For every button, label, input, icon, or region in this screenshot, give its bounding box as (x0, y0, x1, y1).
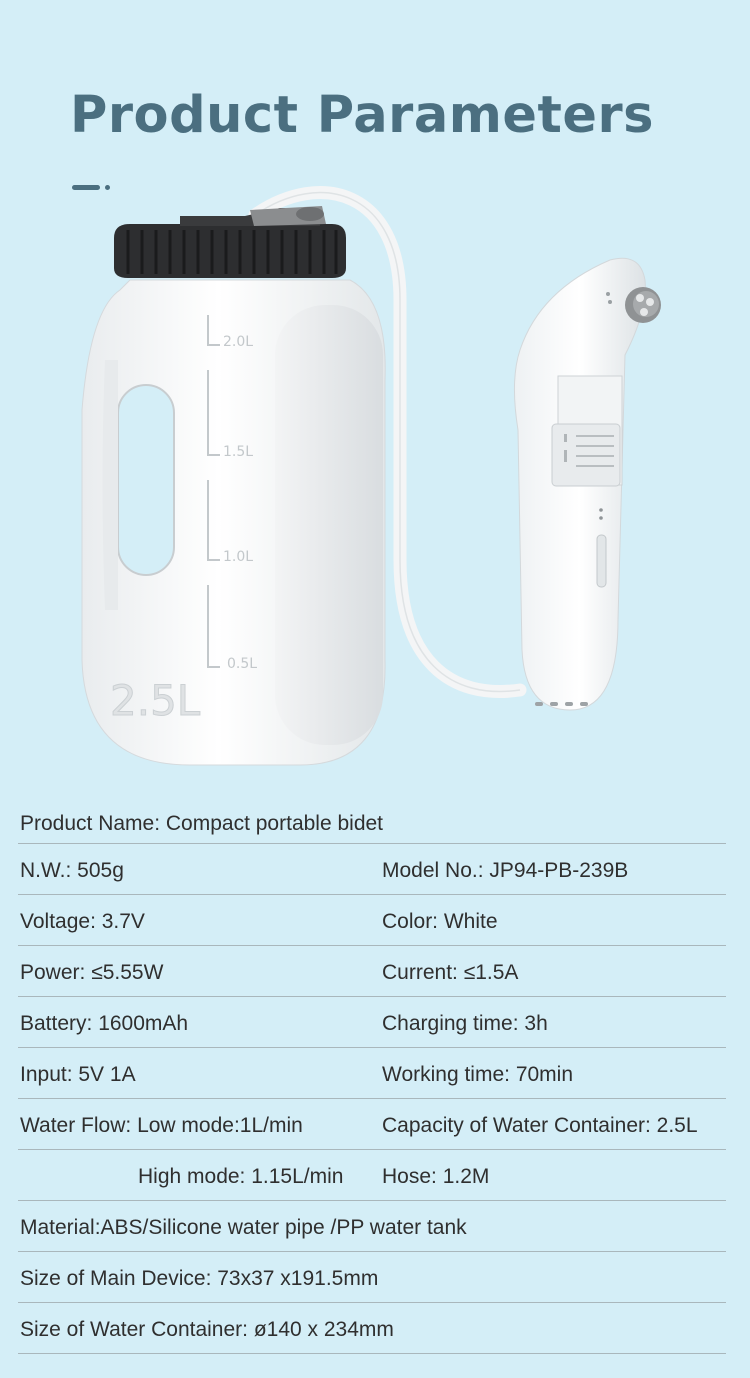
spec-water-flow-high: High mode: 1.15L/min (138, 1165, 344, 1188)
spec-hose: Hose: 1.2M (382, 1165, 490, 1188)
spec-row (18, 895, 726, 946)
spec-input: Input: 5V 1A (20, 1063, 136, 1086)
container-lid (114, 206, 346, 278)
spec-row (18, 997, 726, 1048)
spec-charging-time: Charging time: 3h (382, 1012, 548, 1035)
spec-power: Power: ≤5.55W (20, 961, 164, 984)
spec-row (18, 946, 726, 997)
spec-row (18, 844, 726, 895)
spec-row (18, 796, 726, 844)
spec-water-flow-low: Water Flow: Low mode:1L/min (20, 1114, 303, 1137)
spec-product-name: Product Name: Compact portable bidet (20, 812, 384, 835)
spec-model: Model No.: JP94-PB-239B (382, 859, 629, 882)
spec-size-main: Size of Main Device: 73x37 x191.5mm (20, 1267, 379, 1290)
spec-working-time: Working time: 70min (382, 1063, 574, 1086)
product-image (70, 180, 690, 780)
mark-1-0l: 1.0L (223, 549, 254, 565)
spec-color: Color: White (382, 910, 498, 933)
spec-capacity: Capacity of Water Container: 2.5L (382, 1114, 698, 1137)
mark-0-5l: 0.5L (227, 656, 258, 672)
spec-net-weight: N.W.: 505g (20, 859, 124, 882)
spec-row (18, 1252, 726, 1303)
spec-current: Current: ≤1.5A (382, 961, 519, 984)
capacity-label: 2.5L (110, 676, 201, 725)
page-title: Product Parameters (70, 86, 654, 145)
spec-voltage: Voltage: 3.7V (20, 910, 145, 933)
spec-row (18, 1048, 726, 1099)
spec-battery: Battery: 1600mAh (20, 1012, 189, 1035)
mark-1-5l: 1.5L (223, 444, 254, 460)
spec-row (18, 1099, 726, 1150)
specs-table (18, 796, 726, 1354)
spec-row (18, 1150, 726, 1201)
sprayer-device (514, 258, 661, 710)
spec-row (18, 1303, 726, 1354)
spec-row (18, 1201, 726, 1252)
spec-size-container: Size of Water Container: ø140 x 234mm (20, 1318, 394, 1341)
spec-material: Material:ABS/Silicone water pipe /PP water tank (20, 1216, 467, 1239)
water-container (82, 280, 385, 765)
mark-2-0l: 2.0L (223, 334, 254, 350)
